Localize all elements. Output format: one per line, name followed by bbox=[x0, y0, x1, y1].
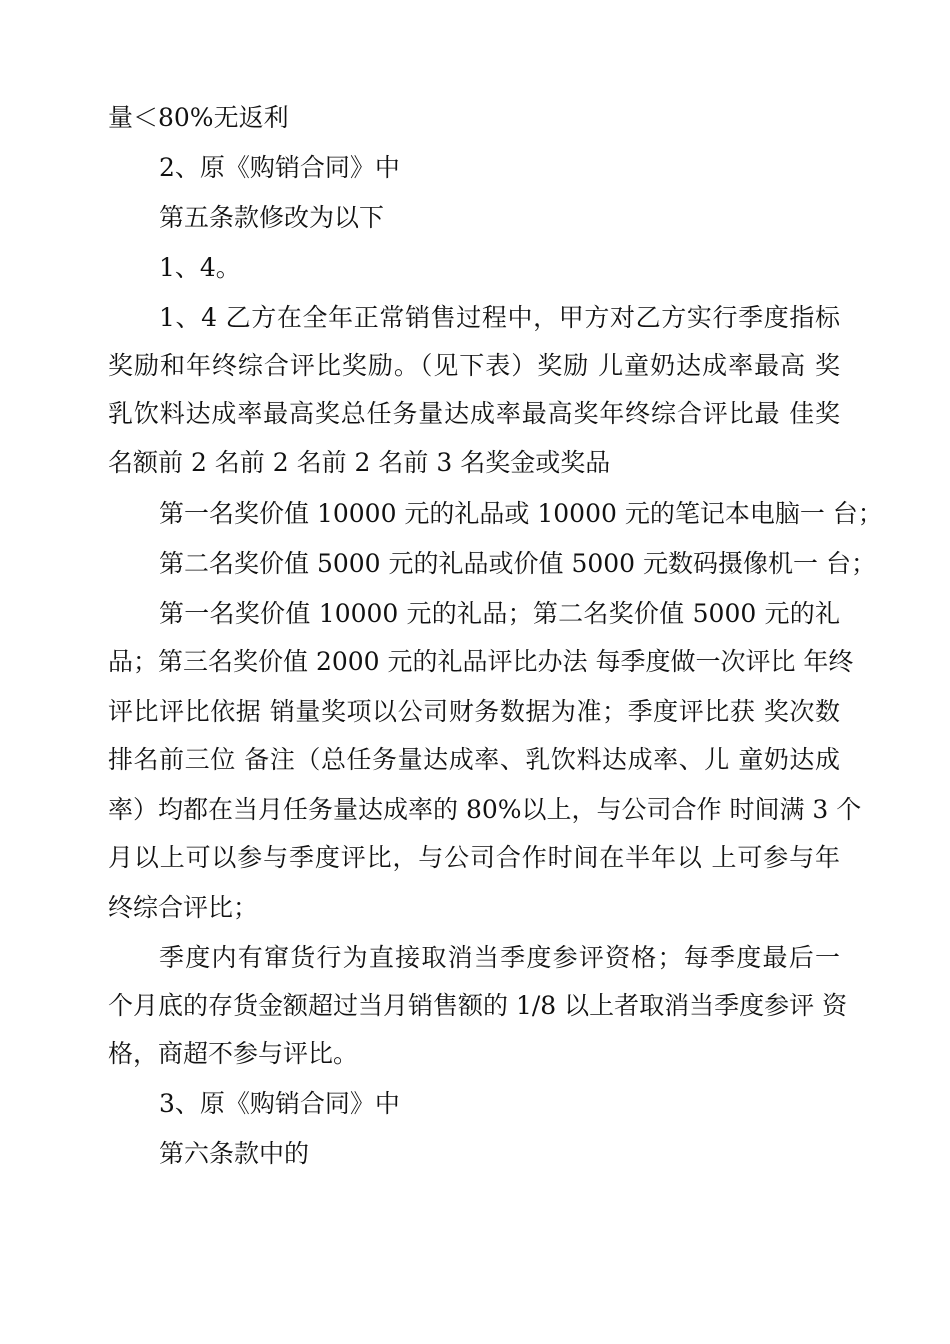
text-line-7: 乳饮料达成率最高奖总任务量达成率最高奖年终综合评比最 佳奖 bbox=[108, 399, 840, 428]
text-line-18: 季度内有窜货行为直接取消当季度参评资格；每季度最后一 bbox=[159, 943, 840, 972]
text-line-16: 月以上可以参与季度评比，与公司合作时间在半年以 上可参与年 bbox=[108, 843, 840, 872]
text-line-21: 3、原《购销合同》中 bbox=[159, 1089, 400, 1118]
text-line-20: 格，商超不参与评比。 bbox=[108, 1039, 359, 1068]
text-line-5: 1、4 乙方在全年正常销售过程中，甲方对乙方实行季度指标 bbox=[159, 303, 840, 332]
text-line-3: 第五条款修改为以下 bbox=[159, 203, 385, 232]
text-line-9: 第一名奖价值 10000 元的礼品或 10000 元的笔记本电脑一 台； bbox=[159, 499, 883, 528]
text-line-1: 量＜80%无返利 bbox=[108, 103, 289, 132]
text-line-19: 个月底的存货金额超过当月销售额的 1/8 以上者取消当季度参评 资 bbox=[108, 991, 848, 1020]
text-line-13: 评比评比依据 销量奖项以公司财务数据为准；季度评比获 奖次数 bbox=[108, 697, 840, 726]
text-line-14: 排名前三位 备注（总任务量达成率、乳饮料达成率、儿 童奶达成 bbox=[108, 745, 840, 774]
text-line-12: 品；第三名奖价值 2000 元的礼品评比办法 每季度做一次评比 年终 bbox=[108, 647, 854, 676]
text-line-6: 奖励和年终综合评比奖励。（见下表）奖励 儿童奶达成率最高 奖 bbox=[108, 351, 840, 380]
text-line-17: 终综合评比； bbox=[108, 893, 259, 922]
text-line-10: 第二名奖价值 5000 元的礼品或价值 5000 元数码摄像机一 台； bbox=[159, 549, 876, 578]
text-line-15: 率）均都在当月任务量达成率的 80%以上，与公司合作 时间满 3 个 bbox=[108, 795, 862, 824]
text-line-8: 名额前 2 名前 2 名前 2 名前 3 名奖金或奖品 bbox=[108, 448, 611, 477]
text-line-4: 1、4。 bbox=[159, 253, 241, 282]
text-line-2: 2、原《购销合同》中 bbox=[159, 153, 400, 182]
text-line-11: 第一名奖价值 10000 元的礼品；第二名奖价值 5000 元的礼 bbox=[159, 599, 840, 628]
text-line-22: 第六条款中的 bbox=[159, 1139, 310, 1168]
